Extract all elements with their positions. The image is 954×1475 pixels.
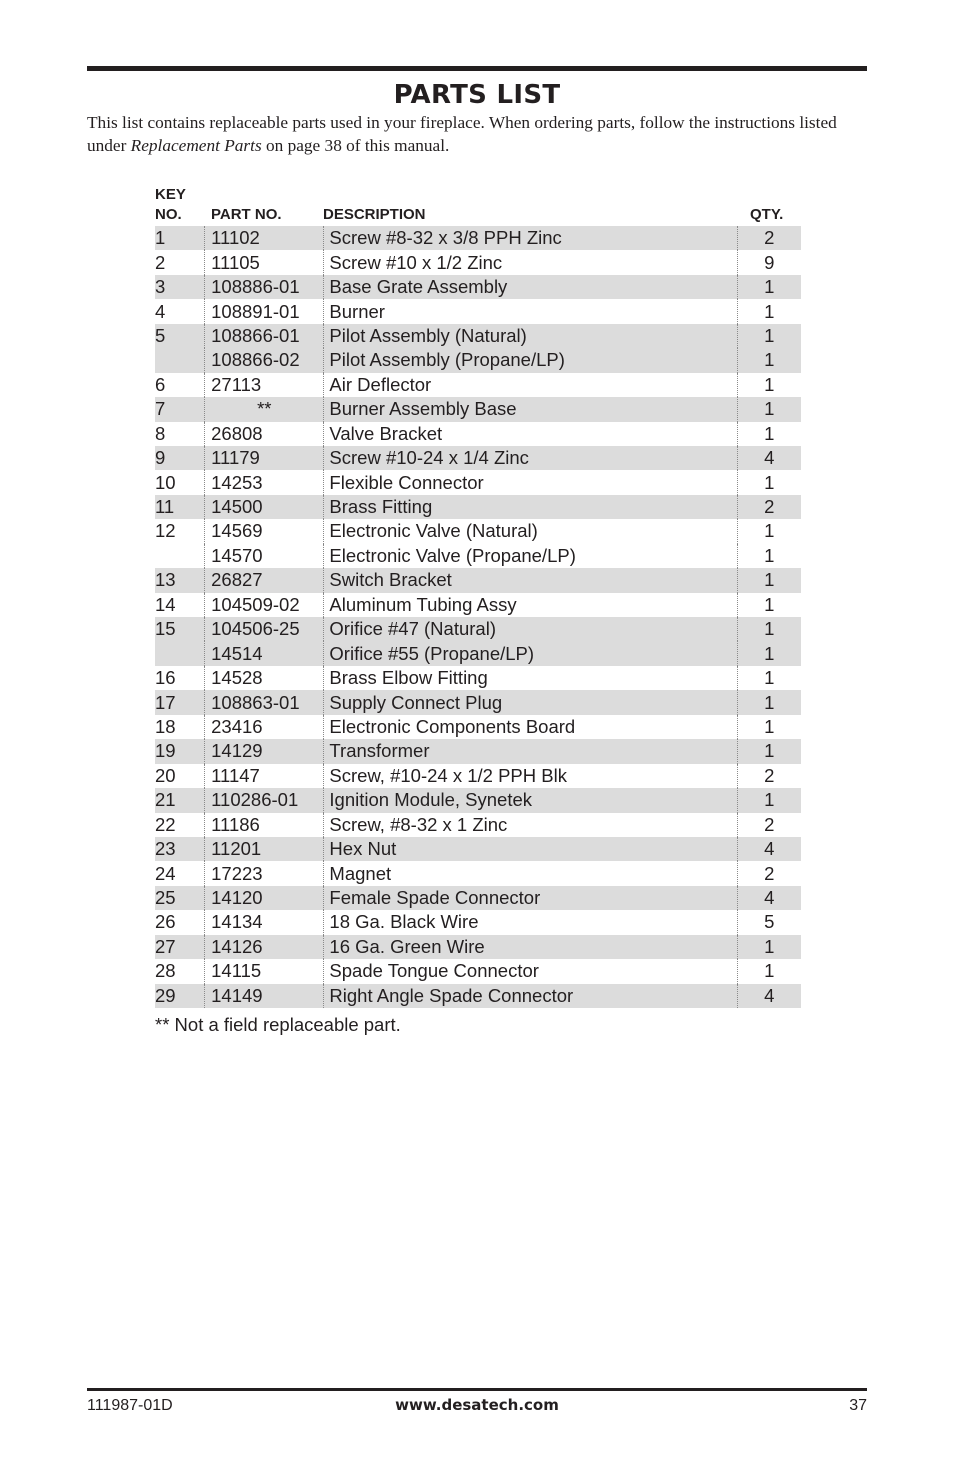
table-row [155,641,801,665]
table-row [155,324,801,348]
description-cell: 18 Ga. Black Wire [324,910,737,934]
page-title: PARTS LIST [393,80,561,110]
key-number-cell: 17 [155,690,205,714]
table-row [155,690,801,714]
description-cell: Spade Tongue Connector [324,959,737,983]
description-cell: Brass Elbow Fitting [324,666,737,690]
part-number-cell: 11179 [205,446,324,470]
key-number-cell: 2 [155,251,166,273]
quantity-cell: 1 [737,690,801,714]
quantity-cell: 4 [737,837,801,861]
table-row [155,715,801,739]
description-cell: Electronic Components Board [324,715,737,739]
table-row [155,959,801,983]
key-number-cell: 13 [155,568,205,592]
table-row [155,666,801,690]
part-number-cell: 14126 [205,935,324,959]
description-cell: Electronic Valve (Natural) [324,519,737,543]
parts-table [155,226,801,1008]
key-number-cell: 14 [155,593,176,615]
description-cell: 16 Ga. Green Wire [324,935,737,959]
part-number-cell: 11186 [205,813,324,837]
key-number-cell: 15 [155,617,205,641]
table-row [155,495,801,519]
quantity-cell: 4 [737,886,801,910]
quantity-cell: 1 [737,641,801,665]
part-number-cell: 14149 [205,984,324,1008]
description-cell: Screw #10-24 x 1/4 Zinc [324,446,737,470]
page-number: 37 [849,1397,867,1414]
description-cell: Brass Fitting [324,495,737,519]
intro-italic-ref: Replacement Parts [130,136,262,155]
quantity-cell: 1 [737,470,801,494]
description-cell: Valve Bracket [324,422,737,446]
quantity-cell: 5 [737,910,801,934]
key-number-cell: 5 [155,324,205,348]
col-header-key-line2: NO. [155,206,182,223]
quantity-cell: 1 [737,324,801,348]
part-number-cell: 11147 [205,764,324,788]
key-number-cell: 28 [155,960,176,982]
table-row [155,275,801,299]
key-number-cell: 24 [155,862,176,884]
quantity-cell: 1 [737,715,801,739]
table-row [155,764,801,788]
part-number-cell: 14253 [205,470,324,494]
key-number-cell: 20 [155,764,176,786]
part-number-cell: 104506-25 [205,617,324,641]
part-number-cell: 14134 [205,910,324,934]
part-number-cell: 14120 [205,886,324,910]
part-number-cell: 26827 [205,568,324,592]
part-number-cell: 14569 [205,519,324,543]
table-row [155,250,801,274]
part-number-cell: 11102 [205,226,324,250]
part-number-cell: 108863-01 [205,690,324,714]
key-number-cell: 11 [155,495,205,519]
key-number-cell: 29 [155,984,205,1008]
description-cell: Switch Bracket [324,568,737,592]
part-number-cell: 108866-01 [205,324,324,348]
description-cell: Hex Nut [324,837,737,861]
quantity-cell: 1 [737,373,801,397]
quantity-cell: 1 [737,568,801,592]
key-number-cell: 1 [155,226,205,250]
quantity-cell: 2 [737,861,801,885]
description-cell: Pilot Assembly (Natural) [324,324,737,348]
table-row [155,984,801,1008]
key-number-cell: 18 [155,715,176,737]
key-number-cell: 6 [155,373,166,395]
description-cell: Screw #8-32 x 3/8 PPH Zinc [324,226,737,250]
quantity-cell: 1 [737,935,801,959]
table-row [155,470,801,494]
quantity-cell: 1 [737,666,801,690]
top-rule [87,66,867,71]
description-cell: Base Grate Assembly [324,275,737,299]
quantity-cell: 1 [737,397,801,421]
table-row [155,886,801,910]
key-number-cell: 23 [155,837,205,861]
quantity-cell: 1 [737,959,801,983]
table-row [155,544,801,568]
quantity-cell: 9 [737,250,801,274]
parts-table-body [155,226,801,1008]
table-row [155,910,801,934]
quantity-cell: 1 [737,299,801,323]
key-number-cell: 22 [155,813,176,835]
key-number-cell: 10 [155,471,176,493]
footnote: ** Not a field replaceable part. [155,1014,401,1035]
quantity-cell: 2 [737,495,801,519]
description-cell: Burner Assembly Base [324,397,737,421]
part-number-cell: 26808 [205,422,324,446]
quantity-cell: 1 [737,544,801,568]
part-number-cell: 11105 [205,250,324,274]
part-number-cell: 14500 [205,495,324,519]
document-number: 111987-01D [87,1397,173,1414]
key-number-cell: 7 [155,397,205,421]
table-row [155,593,801,617]
description-cell: Pilot Assembly (Propane/LP) [324,348,737,372]
table-row [155,739,801,763]
quantity-cell: 1 [737,422,801,446]
table-row [155,788,801,812]
part-number-cell: 23416 [205,715,324,739]
key-number-cell: 21 [155,788,205,812]
part-number-cell: 14129 [205,739,324,763]
table-row [155,226,801,250]
part-number-cell: 14528 [205,666,324,690]
key-number-cell: 4 [155,300,166,322]
intro-text-end: on page 38 of this manual. [261,136,450,155]
key-number-cell: 8 [155,422,166,444]
key-number-cell: 16 [155,667,176,689]
key-number-cell: 19 [155,739,205,763]
table-row [155,348,801,372]
table-row [155,813,801,837]
intro-paragraph [87,111,877,157]
col-header-qty: QTY. [750,206,784,223]
part-number-cell: 110286-01 [205,788,324,812]
bottom-rule [87,1388,867,1391]
description-cell: Electronic Valve (Propane/LP) [324,544,737,568]
description-cell: Burner [324,299,737,323]
key-number-cell: 26 [155,911,176,933]
key-number-cell: 12 [155,520,176,542]
table-row [155,861,801,885]
quantity-cell: 1 [737,275,801,299]
part-number-cell: 14570 [205,544,324,568]
table-row [155,299,801,323]
key-number-cell [155,544,205,568]
description-cell: Orifice #47 (Natural) [324,617,737,641]
quantity-cell: 1 [737,788,801,812]
part-number-cell: 14514 [205,641,324,665]
description-cell: Screw, #8-32 x 1 Zinc [324,813,737,837]
quantity-cell: 1 [737,348,801,372]
table-row [155,397,801,421]
website-url: www.desatech.com [395,1396,559,1414]
description-cell: Aluminum Tubing Assy [324,593,737,617]
quantity-cell: 1 [737,617,801,641]
key-number-cell [155,641,205,665]
quantity-cell: 1 [737,739,801,763]
col-header-key-line1: KEY [155,186,186,203]
part-number-cell: 27113 [205,373,324,397]
description-cell: Air Deflector [324,373,737,397]
description-cell: Supply Connect Plug [324,690,737,714]
col-header-key [155,185,186,225]
part-number-cell: 14115 [205,959,324,983]
quantity-cell: 4 [737,984,801,1008]
key-number-cell: 27 [155,935,205,959]
description-cell: Screw #10 x 1/2 Zinc [324,250,737,274]
table-row [155,837,801,861]
part-number-cell: 17223 [205,861,324,885]
description-cell: Transformer [324,739,737,763]
table-row [155,373,801,397]
part-number-cell: 108866-02 [205,348,324,372]
col-header-description: DESCRIPTION [323,206,426,223]
quantity-cell: 1 [737,519,801,543]
table-row [155,519,801,543]
key-number-cell: 9 [155,446,205,470]
table-row [155,568,801,592]
table-row [155,422,801,446]
table-row [155,617,801,641]
part-number-cell: ** [205,397,324,421]
table-row [155,446,801,470]
part-number-cell: 108891-01 [205,299,324,323]
part-number-cell: 104509-02 [205,593,324,617]
intro-text: This list contains replaceable parts used in your fireplace. When ordering parts, follow the instructions listed under [87,113,837,155]
quantity-cell: 2 [737,226,801,250]
quantity-cell: 2 [737,764,801,788]
key-number-cell [155,348,205,372]
quantity-cell: 2 [737,813,801,837]
description-cell: Flexible Connector [324,470,737,494]
col-header-part: PART NO. [211,206,282,223]
table-row [155,935,801,959]
key-number-cell: 3 [155,275,205,299]
key-number-cell: 25 [155,886,205,910]
quantity-cell: 4 [737,446,801,470]
description-cell: Orifice #55 (Propane/LP) [324,641,737,665]
description-cell: Screw, #10-24 x 1/2 PPH Blk [324,764,737,788]
part-number-cell: 108886-01 [205,275,324,299]
description-cell: Magnet [324,861,737,885]
description-cell: Female Spade Connector [324,886,737,910]
quantity-cell: 1 [737,593,801,617]
description-cell: Right Angle Spade Connector [324,984,737,1008]
part-number-cell: 11201 [205,837,324,861]
description-cell: Ignition Module, Synetek [324,788,737,812]
